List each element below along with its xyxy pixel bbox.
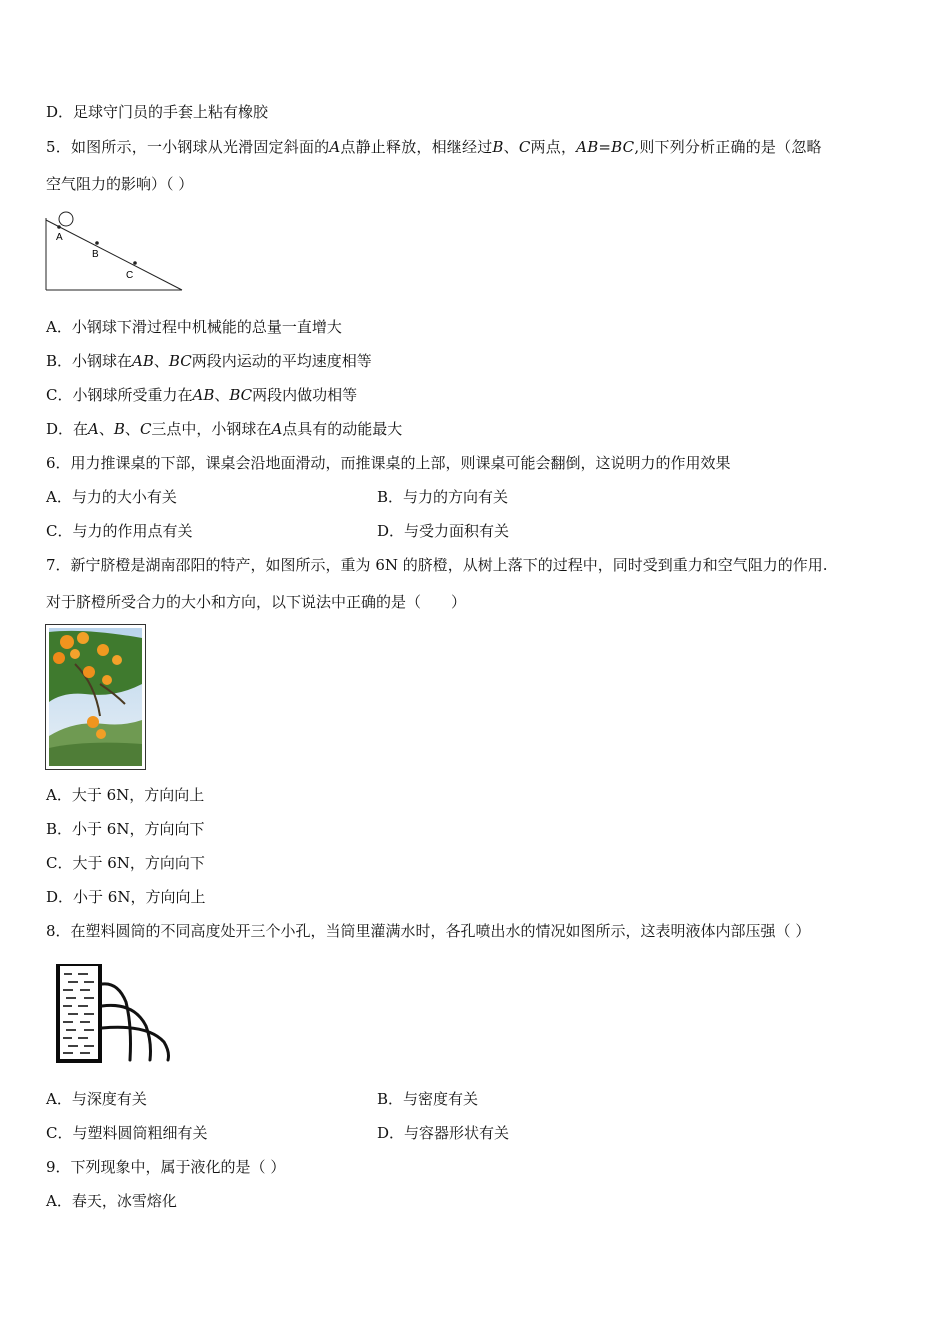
q8-option-b: B．与密度有关 bbox=[377, 1090, 479, 1108]
jet-bottom bbox=[102, 1027, 169, 1060]
q5-stem-line2: 空气阻力的影响）（ ） bbox=[46, 175, 194, 193]
orange-fruit bbox=[60, 635, 74, 649]
orange-fruit bbox=[112, 655, 122, 665]
q8-option-d: D．与容器形状有关 bbox=[377, 1124, 510, 1142]
jet-top bbox=[102, 984, 131, 1060]
orange-fruit bbox=[53, 652, 65, 664]
q5-option-d: D．在A、B、C三点中，小钢球在A点具有的动能最大 bbox=[46, 420, 403, 438]
orange-fruit bbox=[77, 632, 89, 644]
q6-option-a: A．与力的大小有关 bbox=[46, 488, 177, 506]
q7-option-c: C．大于 6N，方向向下 bbox=[46, 854, 205, 872]
fig-label-b: B bbox=[92, 249, 99, 260]
q5-stem-line1: 5．如图所示，一小钢球从光滑固定斜面的A点静止释放，相继经过B、C两点，AB=BC,则下列分析正确的是（忽略 bbox=[46, 138, 822, 156]
fig-label-a: A bbox=[56, 232, 63, 243]
point-b-dot bbox=[95, 241, 99, 245]
q6-option-b: B．与力的方向有关 bbox=[377, 488, 509, 506]
orange-fruit bbox=[102, 675, 112, 685]
jet-middle bbox=[102, 1005, 151, 1060]
q8-option-a: A．与深度有关 bbox=[46, 1090, 147, 1108]
q6-option-c: C．与力的作用点有关 bbox=[46, 522, 193, 540]
q7-stem-line2: 对于脐橙所受合力的大小和方向，以下说法中正确的是（ ） bbox=[46, 593, 467, 611]
q8-option-c: C．与塑料圆筒粗细有关 bbox=[46, 1124, 208, 1142]
incline-slope bbox=[46, 220, 182, 290]
q4-option-d: D．足球守门员的手套上粘有橡胶 bbox=[46, 103, 269, 121]
orange-fruit bbox=[87, 716, 99, 728]
orange-tree-photo bbox=[45, 624, 146, 770]
photo-field bbox=[49, 743, 142, 766]
q7-option-a: A．大于 6N，方向向上 bbox=[46, 786, 205, 804]
cylinder-bottom bbox=[56, 1059, 102, 1063]
q7-stem-line1: 7．新宁脐橙是湖南邵阳的特产，如图所示，重为 6N 的脐橙，从树上落下的过程中，同时受到重力和空气阻力的作用. bbox=[46, 556, 828, 574]
q5-option-b: B．小钢球在AB、BC两段内运动的平均速度相等 bbox=[46, 352, 372, 370]
water-surface bbox=[56, 964, 102, 966]
cylinder-left-wall bbox=[56, 964, 60, 1062]
q5-option-c: C．小钢球所受重力在AB、BC两段内做功相等 bbox=[46, 386, 358, 404]
orange-fruit bbox=[83, 666, 95, 678]
water-jets bbox=[102, 984, 169, 1060]
point-a-dot bbox=[57, 225, 61, 229]
q6-stem: 6．用力推课桌的下部，课桌会沿地面滑动，而推课桌的上部，则课桌可能会翻倒，这说明力的作用效果 bbox=[46, 454, 731, 472]
q7-option-b: B．小于 6N，方向向下 bbox=[46, 820, 205, 838]
orange-fruit bbox=[97, 644, 109, 656]
q9-option-a: A．春天，冰雪熔化 bbox=[46, 1192, 177, 1210]
q5-option-a: A．小钢球下滑过程中机械能的总量一直增大 bbox=[46, 318, 342, 336]
point-c-dot bbox=[133, 261, 137, 265]
q9-stem: 9．下列现象中，属于液化的是（ ） bbox=[46, 1158, 286, 1176]
incline-figure bbox=[40, 210, 190, 296]
steel-ball bbox=[59, 212, 73, 226]
orange-fruit bbox=[96, 729, 106, 739]
water-cylinder-figure bbox=[48, 956, 182, 1068]
orange-fruit bbox=[70, 649, 80, 659]
water-hatching bbox=[63, 974, 94, 1053]
fig-label-c: C bbox=[126, 270, 134, 281]
cylinder-right-wall bbox=[98, 964, 102, 1062]
q8-stem: 8．在塑料圆筒的不同高度处开三个小孔，当筒里灌满水时，各孔喷出水的情况如图所示，这表明液体内部压强（ ） bbox=[46, 922, 811, 940]
q6-option-d: D．与受力面积有关 bbox=[377, 522, 510, 540]
q7-option-d: D．小于 6N，方向向上 bbox=[46, 888, 206, 906]
